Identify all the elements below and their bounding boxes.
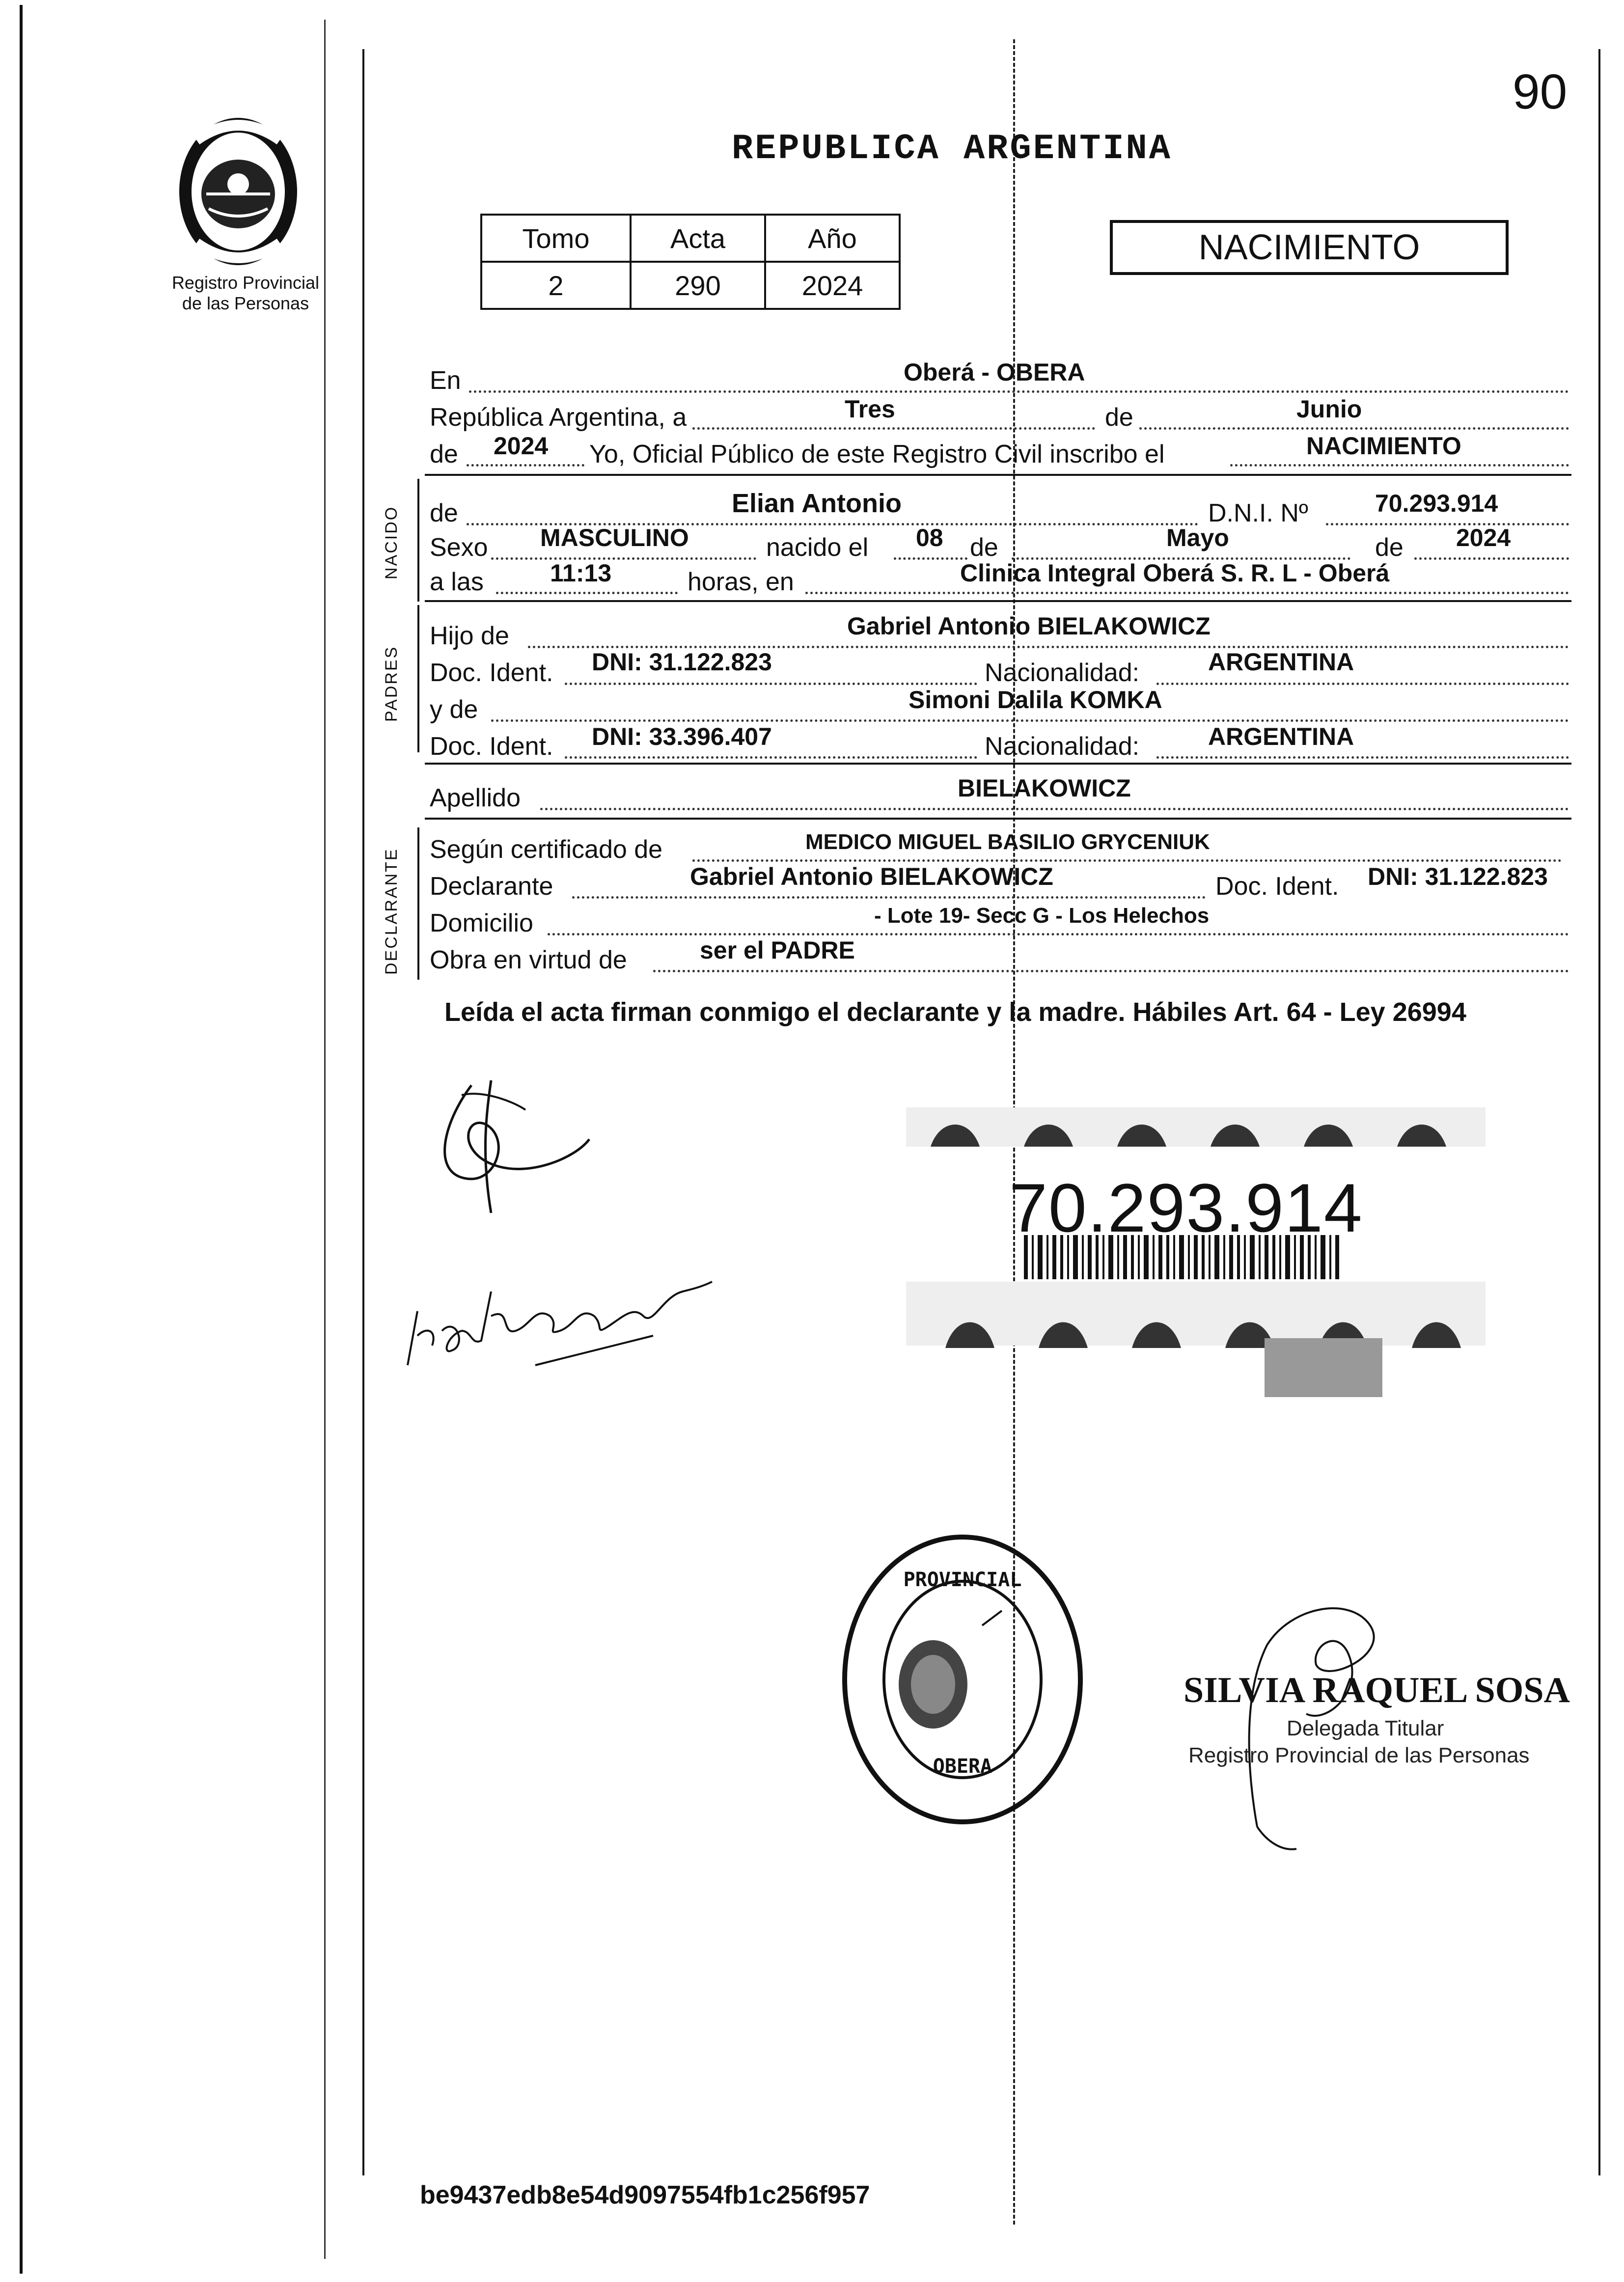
birth-day-value: 08 <box>916 524 943 551</box>
hijo-de-label: Hijo de <box>430 622 509 650</box>
en-dotline <box>469 390 1569 393</box>
month-dotline <box>1139 427 1569 430</box>
domicilio-value: - Lote 19- Secc G - Los Helechos <box>874 904 1210 928</box>
mother-nat-value: ARGENTINA <box>1208 723 1354 750</box>
dni-security-stamp <box>896 1088 1500 1402</box>
record-value: NACIMIENTO <box>1306 432 1461 460</box>
city-value: Oberá - OBERA <box>904 358 1085 386</box>
declarante-value: Gabriel Antonio BIELAKOWICZ <box>690 863 1053 890</box>
left-margin-line <box>20 5 23 2274</box>
official-role: Delegada Titular <box>1287 1716 1444 1740</box>
place-dotline <box>805 592 1569 594</box>
svg-text:OBERA: OBERA <box>933 1755 992 1778</box>
registry-round-seal <box>835 1527 1090 1832</box>
father-name-value: Gabriel Antonio BIELAKOWICZ <box>847 612 1211 640</box>
month-value: Junio <box>1296 395 1362 423</box>
child-name-value: Elian Antonio <box>732 489 902 518</box>
nacido-de3-label: de <box>1375 533 1404 562</box>
divider-4 <box>425 818 1571 820</box>
time-dotline <box>496 592 678 594</box>
mother-signature <box>388 1169 722 1375</box>
day-dotline <box>692 427 1095 430</box>
domicilio-label: Domicilio <box>430 909 533 937</box>
horas-label: horas, en <box>688 568 794 596</box>
a-las-label: a las <box>430 568 484 596</box>
time-value: 11:13 <box>550 559 612 587</box>
declarante-dotline <box>572 896 1206 899</box>
header-tomo: Tomo <box>481 215 631 262</box>
declarante-doc-value: DNI: 31.122.823 <box>1368 863 1548 890</box>
sexo-dotline <box>491 557 756 560</box>
father-nat-value: ARGENTINA <box>1208 648 1354 676</box>
content-left-line <box>362 49 364 2175</box>
value-tomo: 2 <box>481 262 631 309</box>
document-title: REPUBLICA ARGENTINA <box>732 129 1172 169</box>
mother-nat-dotline <box>1156 756 1569 759</box>
birth-year-value: 2024 <box>1456 524 1511 551</box>
declarante-label: Declarante <box>430 872 553 901</box>
gutter-line <box>324 20 326 2259</box>
padres-bracket <box>417 605 419 752</box>
registry-label-line-1: Registro Provincial <box>171 273 320 293</box>
obra-value: ser el PADRE <box>700 936 855 964</box>
mother-doc-label: Doc. Ident. <box>430 732 553 761</box>
year-value: 2024 <box>494 432 549 460</box>
padres-section-label: PADRES <box>382 645 401 722</box>
svg-text:PROVINCIAL: PROVINCIAL <box>903 1568 1022 1591</box>
nacido-de-label: de <box>430 499 458 527</box>
de2-label: de <box>430 440 458 468</box>
cert-value: MEDICO MIGUEL BASILIO GRYCENIUK <box>805 830 1210 854</box>
birth-month-value: Mayo <box>1166 524 1229 551</box>
mother-name-value: Simoni Dalila KOMKA <box>908 686 1162 714</box>
cert-label: Según certificado de <box>430 835 663 864</box>
content-right-line <box>1598 49 1600 2175</box>
birth-year-dotline <box>1414 557 1569 560</box>
republica-label: República Argentina, a <box>430 403 687 432</box>
sexo-value: MASCULINO <box>540 524 689 551</box>
statement-text: Yo, Oficial Público de este Registro Civil inscribo el <box>589 440 1165 468</box>
father-nat-label: Nacionalidad: <box>985 659 1140 687</box>
header-acta: Acta <box>631 215 765 262</box>
child-dni-value: 70.293.914 <box>1375 490 1498 517</box>
document-hash: be9437edb8e54d9097554fb1c256f957 <box>420 2181 870 2209</box>
apellido-value: BIELAKOWICZ <box>958 774 1131 802</box>
divider-3 <box>425 763 1571 765</box>
mother-doc-dotline <box>565 756 977 759</box>
registry-label <box>155 273 336 314</box>
obra-label: Obra en virtud de <box>430 946 627 974</box>
year-dotline <box>467 464 584 467</box>
father-nat-dotline <box>1156 683 1569 685</box>
nacido-section-label: NACIDO <box>382 505 401 579</box>
divider-2 <box>425 600 1571 602</box>
divider-1 <box>425 474 1571 476</box>
de-label: de <box>1105 403 1133 432</box>
record-dotline <box>1230 464 1569 467</box>
obra-dotline <box>653 970 1569 972</box>
nacido-de2-label: de <box>970 533 998 562</box>
birth-place-value: Clinica Integral Oberá S. R. L - Oberá <box>960 559 1390 587</box>
mother-doc-value: DNI: 33.396.407 <box>592 723 772 750</box>
dni-dotline <box>1326 523 1569 525</box>
official-name: SILVIA RAQUEL SOSA <box>1184 1670 1570 1710</box>
nacido-el-label: nacido el <box>766 533 869 562</box>
father-doc-label: Doc. Ident. <box>430 659 553 687</box>
value-acta: 290 <box>631 262 765 309</box>
apellido-dotline <box>540 808 1569 810</box>
declarante-bracket <box>417 827 419 980</box>
declarante-doc-label: Doc. Ident. <box>1215 872 1339 901</box>
declarante-section-label: DECLARANTE <box>382 848 401 975</box>
header-anio: Año <box>765 215 900 262</box>
sexo-label: Sexo <box>430 533 488 562</box>
stamp-dni-number: 70.293.914 <box>1009 1169 1363 1246</box>
en-label: En <box>430 366 461 395</box>
mother-nat-label: Nacionalidad: <box>985 732 1140 761</box>
registry-label-line-2: de las Personas <box>182 293 309 313</box>
official-org: Registro Provincial de las Personas <box>1188 1743 1530 1767</box>
y-de-label: y de <box>430 695 478 724</box>
register-table <box>480 214 901 310</box>
father-doc-value: DNI: 31.122.823 <box>592 648 772 676</box>
birth-day-dotline <box>894 557 967 560</box>
value-anio: 2024 <box>765 262 900 309</box>
provincial-seal-logo <box>162 110 314 273</box>
document-type-box: NACIMIENTO <box>1110 220 1509 275</box>
nacido-bracket <box>417 479 419 602</box>
day-value: Tres <box>845 395 895 423</box>
apellido-label: Apellido <box>430 784 521 812</box>
closing-statement: Leída el acta firman conmigo el declarante y la madre. Hábiles Art. 64 - Ley 26994 <box>444 997 1466 1027</box>
dni-label: D.N.I. Nº <box>1208 499 1308 527</box>
page-number: 90 <box>1513 64 1568 119</box>
